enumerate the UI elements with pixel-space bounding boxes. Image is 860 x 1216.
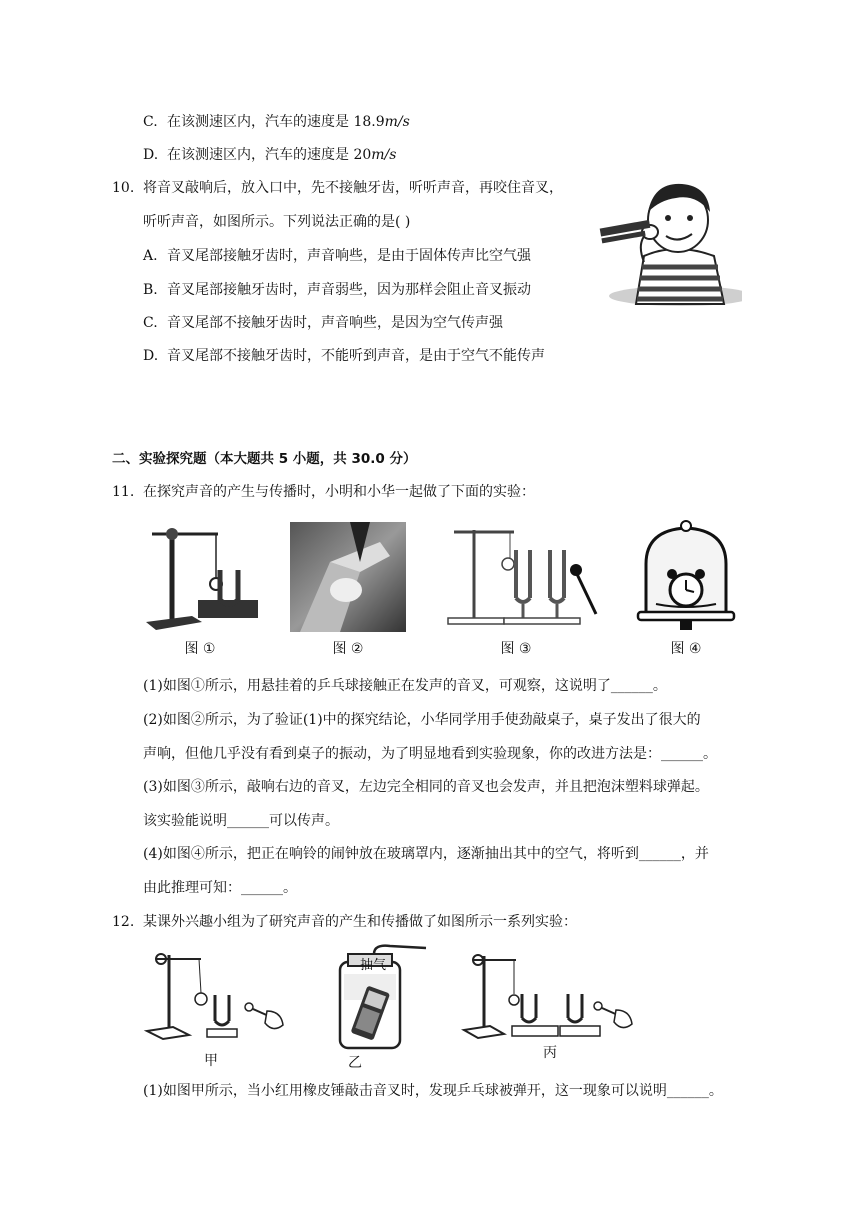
pump-label: 抽气 [360, 958, 387, 973]
fig-bing-two-forks-figure [460, 950, 640, 1040]
fig1-tuning-fork-ball-figure [142, 520, 272, 640]
option-label: A. [143, 248, 158, 264]
fig-jia-caption: 甲 [204, 1053, 218, 1069]
q11-stem: 在探究声音的产生与传播时，小明和小华一起做了下面的实验： [143, 484, 535, 500]
q10-boy-tuning-fork-figure [596, 172, 742, 308]
section-title: 二、实验探究题（本大题共 5 小题，共 30.0 分） [112, 451, 417, 467]
option-text: 音叉尾部接触牙齿时，声音响些，是由于固体传声比空气强 [167, 248, 531, 264]
fig2-photo-hand-knocking-table [290, 522, 406, 632]
option-text: 音叉尾部不接触牙齿时，不能听到声音，是由于空气不能传声 [167, 348, 545, 364]
q11-part1: (1)如图①所示，用悬挂着的乒乓球接触正在发声的音叉，可观察，这说明了______。 [143, 678, 667, 694]
option-label: D. [143, 348, 159, 364]
fig4-bell-jar-alarm-clock-figure [636, 518, 736, 640]
q10-option-d [143, 346, 545, 366]
question-number: 11. [112, 484, 135, 500]
q10-option-a [143, 246, 531, 266]
q11-part3-line1: (3)如图③所示，敲响右边的音叉，左边完全相同的音叉也会发声，并且把泡沫塑料球弹起。 [143, 779, 709, 795]
option-text: 在该测速区内，汽车的速度是 18.9 [167, 114, 385, 130]
option-label: C. [143, 315, 158, 331]
q11-part2-line1: (2)如图②所示，为了验证(1)中的探究结论，小华同学用手使劲敲桌子，桌子发出了很大的 [143, 712, 701, 728]
q9-option-c [143, 112, 410, 132]
fig-jia-tuning-fork-mallet-figure [143, 945, 293, 1045]
question-number: 10. [112, 180, 135, 196]
q12-stem: 某课外兴趣小组为了研究声音的产生和传播做了如图所示一系列实验： [143, 914, 577, 930]
fig2-caption: 图 ② [332, 641, 364, 657]
fig-yi-caption: 乙 [348, 1055, 362, 1071]
fig3-two-tuning-forks-figure [440, 520, 606, 640]
fig4-caption: 图 ④ [670, 641, 702, 657]
q12-part1: (1)如图甲所示，当小红用橡皮锤敲击音叉时，发现乒乓球被弹开，这一现象可以说明______。 [143, 1083, 723, 1099]
q11-part2-line2: 声响，但他几乎没有看到桌子的振动，为了明显地看到实验现象，你的改进方法是：______。 [143, 746, 717, 762]
option-text: 在该测速区内，汽车的速度是 20 [167, 147, 372, 163]
q11-part4-line2: 由此推理可知：______。 [143, 880, 297, 896]
fig3-caption: 图 ③ [500, 641, 532, 657]
fig1-caption: 图 ① [184, 641, 216, 657]
fig-bing-caption: 丙 [543, 1045, 557, 1061]
q9-option-d [143, 145, 396, 165]
q10-stem-line1: 将音叉敲响后，放入口中，先不接触牙齿，听听声音，再咬住音叉， [143, 180, 563, 196]
option-text: 音叉尾部不接触牙齿时，声音响些，是因为空气传声强 [167, 315, 503, 331]
q11-part4-line1: (4)如图④所示，把正在响铃的闹钟放在玻璃罩内，逐渐抽出其中的空气，将听到______，并 [143, 846, 709, 862]
option-label: D. [143, 147, 159, 163]
question-number: 12. [112, 914, 135, 930]
q11-part3-line2: 该实验能说明______可以传声。 [143, 813, 339, 829]
q10-stem-line2: 听听声音，如图所示。下列说法正确的是( ) [143, 214, 411, 230]
unit: m/s [371, 147, 397, 163]
option-text: 音叉尾部接触牙齿时，声音弱些，因为那样会阻止音叉振动 [167, 282, 531, 298]
option-label: C. [143, 114, 158, 130]
q10-option-c [143, 313, 503, 333]
unit: m/s [384, 114, 410, 130]
option-label: B. [143, 282, 158, 298]
q10-option-b [143, 280, 531, 300]
